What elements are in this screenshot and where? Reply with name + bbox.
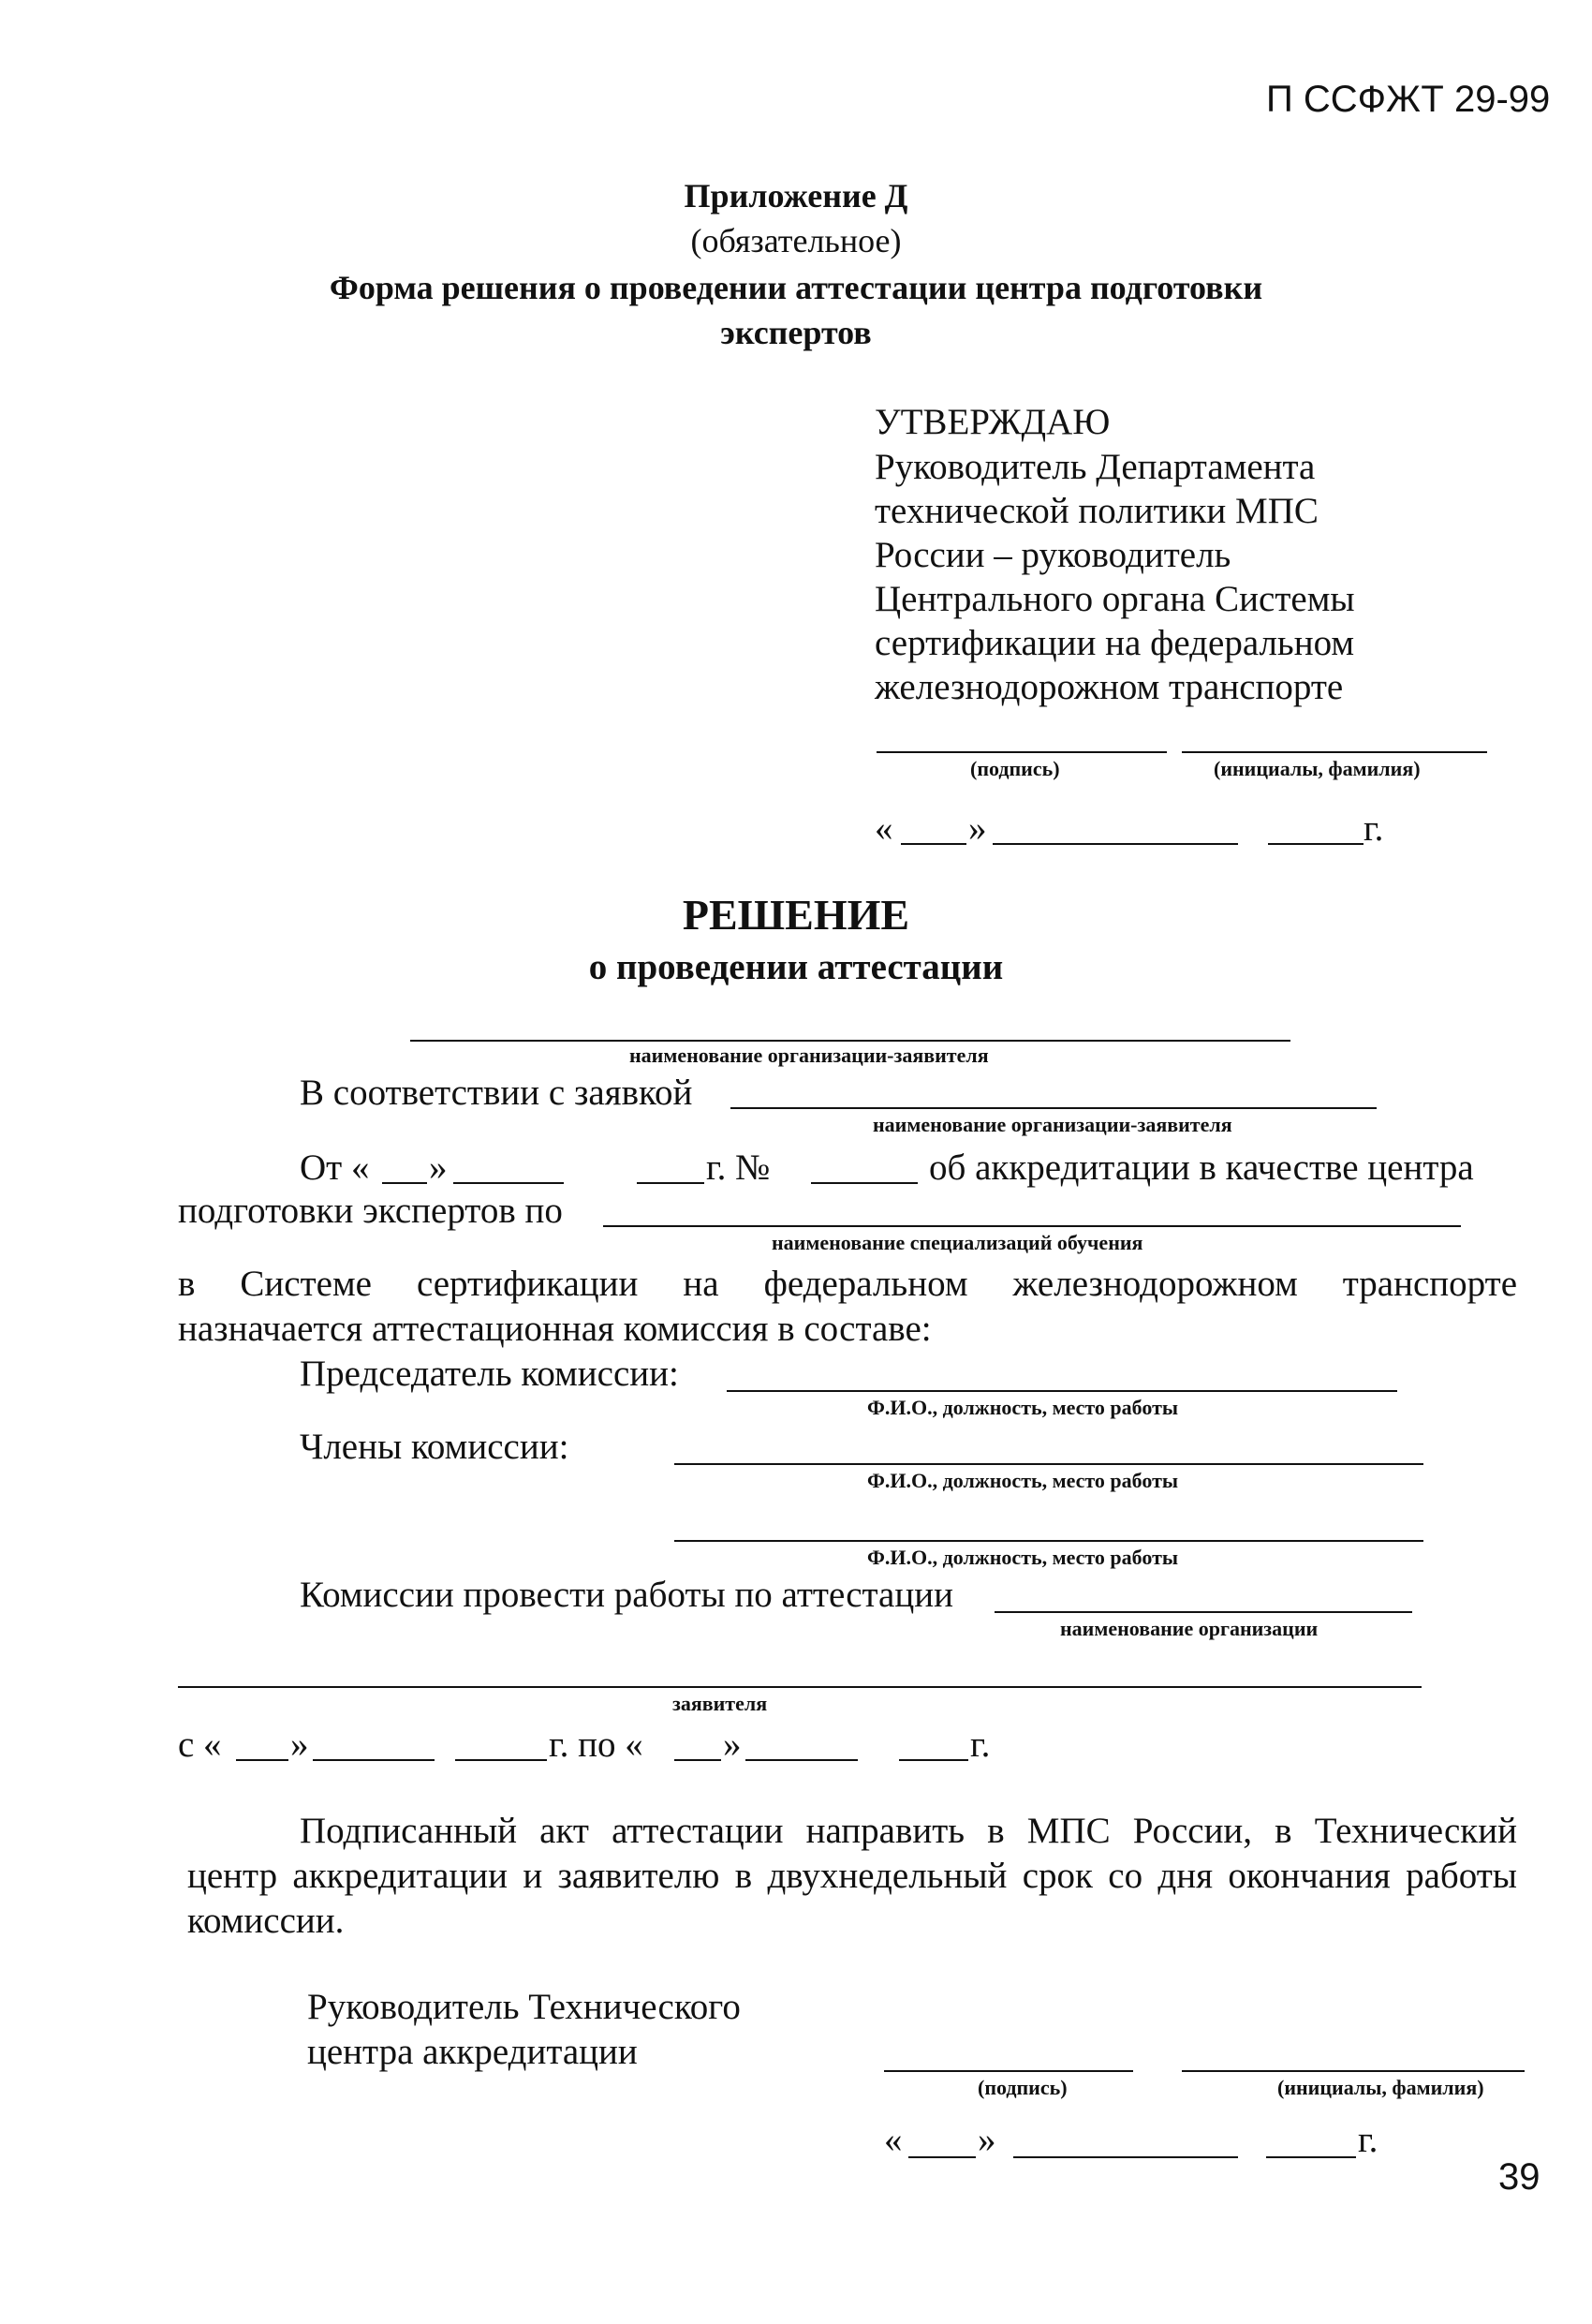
from-year-line [637,1182,704,1184]
period-day-1-line [236,1759,288,1761]
member-1-caption: Ф.И.О., должность, место работы [867,1469,1179,1492]
decision-subtitle: о проведении аттестации [588,947,1004,987]
period-year-suffix: г. [970,1724,991,1765]
signoff-signature-caption: (подпись) [978,2076,1068,2099]
signoff-date-open: « [884,2120,903,2160]
approve-date-close: » [968,808,987,849]
signoff-name-line [1182,2070,1525,2072]
approve-line-5: сертификации на федеральном [875,623,1355,663]
member-1-line [674,1463,1423,1465]
approve-word: УТВЕРЖДАЮ [875,402,1111,442]
approve-year-line [1268,843,1364,845]
chairman-caption: Ф.И.О., должность, место работы [867,1396,1179,1419]
period-to-close: » [723,1724,742,1765]
approve-name-line [1182,751,1487,753]
signoff-year-line [1266,2156,1356,2158]
signoff-month-line [1013,2156,1238,2158]
approve-line-3: России – руководитель [875,535,1231,575]
approve-line-4: Центрального органа Системы [875,579,1355,619]
period-year-2-line [899,1759,968,1761]
applicant-org-line [410,1040,1290,1042]
period-month-2-line [745,1759,858,1761]
applicant-caption: заявителя [672,1692,768,1715]
approve-line-1: Руководитель Департамента [875,447,1316,487]
approve-year-suffix: г. [1364,808,1384,849]
approve-line-6: железнодорожном транспорте [875,667,1344,707]
chairman-line [727,1390,1397,1392]
member-2-caption: Ф.И.О., должность, место работы [867,1546,1179,1569]
application-caption: наименование организации-заявителя [873,1113,1232,1136]
period-year-1-line [455,1759,547,1761]
signoff-head-line-2: центра аккредитации [307,2032,638,2072]
specializations-caption: наименование специализаций обучения [772,1231,1143,1254]
conduct-text: Комиссии провести работы по аттестации [300,1575,953,1615]
approve-date-open: « [875,808,893,849]
period-day-2-line [674,1759,721,1761]
approve-month-line [993,843,1238,845]
conduct-org-line [995,1611,1412,1613]
member-2-line [674,1540,1423,1542]
commission-text: назначается аттестационная комиссия в составе: [178,1309,932,1349]
page-number: 39 [1498,2156,1540,2198]
application-line [730,1107,1377,1109]
approve-name-caption: (инициалы, фамилия) [1214,757,1421,780]
from-date-close: » [429,1147,448,1188]
specializations-line [603,1225,1461,1227]
from-year-number-label: г. № [706,1147,771,1188]
period-from-open: с « [178,1724,222,1765]
decision-title: РЕШЕНИЕ [682,891,910,939]
applicant-line [178,1686,1422,1688]
signoff-signature-line [884,2070,1133,2072]
form-title-line-1: Форма решения о проведении аттестации центра подготовки [329,269,1263,306]
chairman-label: Председатель комиссии: [300,1354,679,1394]
system-text: в Системе сертификации на федеральном железнодорожном транспорте [178,1264,1517,1304]
appendix-title: Приложение Д [684,177,908,215]
period-month-1-line [313,1759,435,1761]
from-month-line [453,1182,564,1184]
conduct-org-caption: наименование организации [1060,1617,1319,1640]
accreditation-text: об аккредитации в качестве центра [929,1147,1474,1188]
send-line-1: Подписанный акт аттестации направить в МПС России, в Технический [300,1811,1517,1851]
approve-signature-line [877,751,1167,753]
from-day-line [382,1182,427,1184]
form-title-line-2: экспертов [720,314,872,351]
period-to-label: г. по « [549,1724,643,1765]
send-line-3: комиссии. [187,1901,345,1941]
training-by-text: подготовки экспертов по [178,1191,563,1231]
applicant-org-caption: наименование организации-заявителя [629,1044,989,1067]
appendix-status: (обязательное) [690,222,902,259]
signoff-date-close: » [978,2120,996,2160]
document-code: П ССФЖТ 29-99 [1266,79,1551,120]
from-number-line [811,1182,918,1184]
signoff-name-caption: (инициалы, фамилия) [1277,2076,1484,2099]
signoff-day-line [908,2156,976,2158]
send-line-2: центр аккредитации и заявителю в двухнедельный срок со дня окончания работы [187,1856,1517,1896]
approve-line-2: технической политики МПС [875,491,1319,531]
period-from-close: » [290,1724,309,1765]
approve-signature-caption: (подпись) [970,757,1060,780]
from-date-open: От « [300,1147,370,1188]
signoff-year-suffix: г. [1358,2120,1378,2160]
signoff-head-line-1: Руководитель Технического [307,1987,741,2027]
members-label: Члены комиссии: [300,1427,569,1467]
per-application-text: В соответствии с заявкой [300,1073,693,1113]
approve-day-line [901,843,966,845]
